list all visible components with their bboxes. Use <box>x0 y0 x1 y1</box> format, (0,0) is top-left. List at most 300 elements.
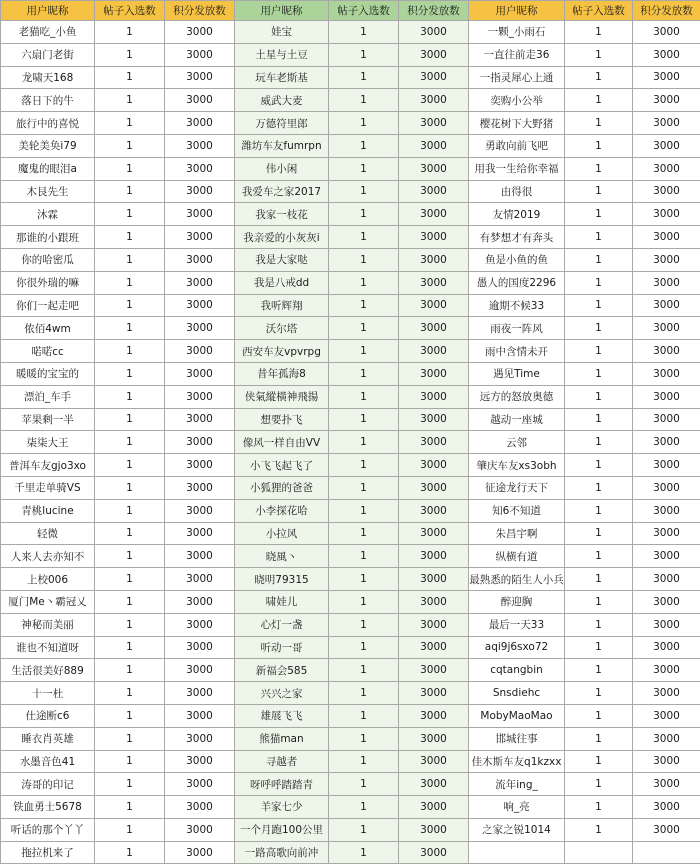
points-cell: 3000 <box>165 408 235 431</box>
entries-cell: 1 <box>565 454 633 477</box>
points-cell: 3000 <box>633 568 700 591</box>
points-cell: 3000 <box>165 818 235 841</box>
table-row <box>1 682 700 705</box>
entries-cell: 1 <box>95 704 165 727</box>
entries-cell: 1 <box>329 271 399 294</box>
table-row <box>1 750 700 773</box>
username-cell: 小飞飞起飞了 <box>235 454 329 477</box>
table-row <box>1 659 700 682</box>
table-row <box>1 317 700 340</box>
entries-cell: 1 <box>329 157 399 180</box>
table-row <box>1 21 700 44</box>
points-cell: 3000 <box>165 796 235 819</box>
points-cell: 3000 <box>399 818 469 841</box>
table-row <box>1 431 700 454</box>
username-cell: 千里走单骑VS <box>1 476 95 499</box>
table-row <box>1 180 700 203</box>
entries-cell: 1 <box>565 89 633 112</box>
username-cell: 涛哥的印记 <box>1 773 95 796</box>
username-cell: 拖拉机来了 <box>1 841 95 864</box>
entries-cell: 1 <box>565 271 633 294</box>
entries-cell: 1 <box>95 271 165 294</box>
entries-cell: 1 <box>565 294 633 317</box>
entries-cell: 1 <box>329 750 399 773</box>
username-cell: 一指灵犀心上通 <box>469 66 565 89</box>
table-row <box>1 841 700 864</box>
entries-cell: 1 <box>95 796 165 819</box>
table-row <box>1 476 700 499</box>
points-cell: 3000 <box>165 431 235 454</box>
entries-cell: 1 <box>95 362 165 385</box>
username-cell: 苹果剩一半 <box>1 408 95 431</box>
table-row <box>1 271 700 294</box>
username-cell: 肇庆车友xs3obh <box>469 454 565 477</box>
table-body <box>1 21 700 864</box>
entries-cell: 1 <box>565 66 633 89</box>
points-cell: 3000 <box>633 340 700 363</box>
username-cell: 远方的怒放奥德 <box>469 385 565 408</box>
entries-cell: 1 <box>565 545 633 568</box>
points-cell: 3000 <box>633 818 700 841</box>
username-cell: 佳木斯车友q1kzxx <box>469 750 565 773</box>
table-row <box>1 248 700 271</box>
username-cell: 雨中含情未开 <box>469 340 565 363</box>
entries-cell: 1 <box>95 66 165 89</box>
points-cell: 3000 <box>399 248 469 271</box>
username-cell: aqi9j6sxo72 <box>469 636 565 659</box>
entries-cell: 1 <box>565 727 633 750</box>
points-cell: 3000 <box>633 476 700 499</box>
table-row <box>1 773 700 796</box>
entries-cell: 1 <box>329 203 399 226</box>
points-cell: 3000 <box>399 568 469 591</box>
points-cell: 3000 <box>165 294 235 317</box>
entries-cell: 1 <box>565 499 633 522</box>
username-cell: 羊家七少 <box>235 796 329 819</box>
entries-cell: 1 <box>95 727 165 750</box>
points-cell: 3000 <box>633 613 700 636</box>
username-cell: 寻越者 <box>235 750 329 773</box>
table-row <box>1 727 700 750</box>
username-cell: 伟小闲 <box>235 157 329 180</box>
table-row <box>1 636 700 659</box>
username-cell: 魔鬼的眼泪a <box>1 157 95 180</box>
entries-cell: 1 <box>565 112 633 135</box>
entries-cell: 1 <box>329 89 399 112</box>
entries-cell: 1 <box>565 750 633 773</box>
username-cell: 新福会585 <box>235 659 329 682</box>
entries-cell: 1 <box>565 590 633 613</box>
username-cell: 云邻 <box>469 431 565 454</box>
username-cell: 水墨音色41 <box>1 750 95 773</box>
entries-cell: 1 <box>565 180 633 203</box>
column-header-points: 积分发放数 <box>165 1 235 21</box>
entries-cell: 1 <box>565 385 633 408</box>
username-cell: 沃尔塔 <box>235 317 329 340</box>
username-cell: 老猫吃_小鱼 <box>1 21 95 44</box>
entries-cell: 1 <box>565 659 633 682</box>
username-cell: 想要扑飞 <box>235 408 329 431</box>
username-cell: 侬佰4wm <box>1 317 95 340</box>
table-row <box>1 545 700 568</box>
points-cell: 3000 <box>165 682 235 705</box>
username-cell: 有梦想才有奔头 <box>469 226 565 249</box>
username-cell: 一个月跑100公里 <box>235 818 329 841</box>
entries-cell: 1 <box>565 21 633 44</box>
points-cell: 3000 <box>633 66 700 89</box>
username-cell: 旅行中的喜悦 <box>1 112 95 135</box>
points-cell: 3000 <box>399 112 469 135</box>
username-cell: 万德符里郎 <box>235 112 329 135</box>
entries-cell: 1 <box>95 568 165 591</box>
username-cell: 我爱车之家2017 <box>235 180 329 203</box>
points-cell: 3000 <box>165 66 235 89</box>
points-cell: 3000 <box>399 545 469 568</box>
entries-cell: 1 <box>329 796 399 819</box>
table-row <box>1 408 700 431</box>
entries-cell: 1 <box>329 818 399 841</box>
username-cell: 威武大麦 <box>235 89 329 112</box>
username-cell: 邯城往事 <box>469 727 565 750</box>
entries-cell: 1 <box>329 43 399 66</box>
entries-cell: 1 <box>329 568 399 591</box>
table-row <box>1 454 700 477</box>
points-cell: 3000 <box>399 317 469 340</box>
entries-cell <box>565 841 633 864</box>
points-cell: 3000 <box>633 522 700 545</box>
username-cell: 奕购小公举 <box>469 89 565 112</box>
points-cell: 3000 <box>165 545 235 568</box>
table-row <box>1 385 700 408</box>
entries-cell: 1 <box>95 43 165 66</box>
entries-cell: 1 <box>95 476 165 499</box>
entries-cell: 1 <box>329 248 399 271</box>
points-cell: 3000 <box>633 385 700 408</box>
table-row <box>1 568 700 591</box>
entries-cell: 1 <box>95 636 165 659</box>
points-cell: 3000 <box>165 750 235 773</box>
table-row <box>1 499 700 522</box>
entries-cell: 1 <box>565 613 633 636</box>
column-header-username: 用户昵称 <box>1 1 95 21</box>
username-cell: 晓風丶 <box>235 545 329 568</box>
points-cell: 3000 <box>165 773 235 796</box>
points-cell: 3000 <box>165 385 235 408</box>
column-header-points: 积分发放数 <box>399 1 469 21</box>
points-cell: 3000 <box>399 522 469 545</box>
username-cell: 最后一天33 <box>469 613 565 636</box>
points-cell: 3000 <box>399 590 469 613</box>
points-cell: 3000 <box>633 226 700 249</box>
username-cell: 响_亮 <box>469 796 565 819</box>
username-cell: 六扇门老街 <box>1 43 95 66</box>
entries-cell: 1 <box>95 248 165 271</box>
username-cell: 睡衣肖英雄 <box>1 727 95 750</box>
username-cell: 潍坊车友fumrpn <box>235 134 329 157</box>
entries-cell: 1 <box>565 362 633 385</box>
username-cell: 小拉风 <box>235 522 329 545</box>
entries-cell: 1 <box>329 659 399 682</box>
points-cell: 3000 <box>399 773 469 796</box>
points-cell: 3000 <box>165 203 235 226</box>
username-cell: 心灯一盏 <box>235 613 329 636</box>
column-header-entries: 帖子入选数 <box>95 1 165 21</box>
entries-cell: 1 <box>329 704 399 727</box>
points-cell: 3000 <box>633 727 700 750</box>
entries-cell: 1 <box>329 590 399 613</box>
entries-cell: 1 <box>329 340 399 363</box>
username-cell: 征途龙行天下 <box>469 476 565 499</box>
entries-cell: 1 <box>565 818 633 841</box>
username-cell: 像风一样自由VV <box>235 431 329 454</box>
entries-cell: 1 <box>95 841 165 864</box>
entries-cell: 1 <box>565 408 633 431</box>
points-cell: 3000 <box>165 112 235 135</box>
username-cell: 勇敢向前飞吧 <box>469 134 565 157</box>
entries-cell: 1 <box>329 226 399 249</box>
points-cell: 3000 <box>165 226 235 249</box>
points-cell: 3000 <box>399 43 469 66</box>
entries-cell: 1 <box>95 408 165 431</box>
entries-cell: 1 <box>565 134 633 157</box>
username-cell: 神秘而美丽 <box>1 613 95 636</box>
column-header-username: 用户昵称 <box>469 1 565 21</box>
entries-cell: 1 <box>565 476 633 499</box>
entries-cell: 1 <box>329 317 399 340</box>
points-cell: 3000 <box>165 271 235 294</box>
entries-cell: 1 <box>565 317 633 340</box>
username-cell: 昔年孤海8 <box>235 362 329 385</box>
points-cell: 3000 <box>399 226 469 249</box>
entries-cell: 1 <box>329 454 399 477</box>
table-row <box>1 294 700 317</box>
table-row <box>1 134 700 157</box>
username-cell: 铁血勇士5678 <box>1 796 95 819</box>
entries-cell: 1 <box>329 545 399 568</box>
points-cell: 3000 <box>165 157 235 180</box>
username-cell: 用我一生给你幸福 <box>469 157 565 180</box>
entries-cell: 1 <box>95 340 165 363</box>
entries-cell: 1 <box>329 682 399 705</box>
column-header-points: 积分发放数 <box>633 1 700 21</box>
points-cell: 3000 <box>165 476 235 499</box>
username-cell: Snsdiehc <box>469 682 565 705</box>
username-cell: 西安车友vpvrpg <box>235 340 329 363</box>
points-cell: 3000 <box>633 89 700 112</box>
entries-cell: 1 <box>95 590 165 613</box>
username-cell: 我听辉翔 <box>235 294 329 317</box>
entries-cell: 1 <box>329 773 399 796</box>
points-cell: 3000 <box>633 499 700 522</box>
points-cell: 3000 <box>633 545 700 568</box>
points-cell: 3000 <box>633 180 700 203</box>
points-cell: 3000 <box>165 613 235 636</box>
points-cell: 3000 <box>399 385 469 408</box>
username-cell: 遇见Time <box>469 362 565 385</box>
username-cell: 暖暖的宝宝的 <box>1 362 95 385</box>
points-cell: 3000 <box>399 659 469 682</box>
points-cell: 3000 <box>633 659 700 682</box>
points-cell: 3000 <box>633 682 700 705</box>
points-cell: 3000 <box>633 43 700 66</box>
username-cell: 谁也不知道呀 <box>1 636 95 659</box>
entries-cell: 1 <box>329 727 399 750</box>
points-cell: 3000 <box>399 89 469 112</box>
points-cell: 3000 <box>633 294 700 317</box>
username-cell: cqtangbin <box>469 659 565 682</box>
points-cell: 3000 <box>165 659 235 682</box>
username-cell: 喏喏cc <box>1 340 95 363</box>
points-cell: 3000 <box>633 636 700 659</box>
points-cell: 3000 <box>633 271 700 294</box>
points-cell: 3000 <box>399 180 469 203</box>
username-cell: 兴兴之家 <box>235 682 329 705</box>
points-cell: 3000 <box>165 21 235 44</box>
points-cell: 3000 <box>399 682 469 705</box>
table-row <box>1 796 700 819</box>
username-cell: 上校006 <box>1 568 95 591</box>
username-cell: 青桃lucine <box>1 499 95 522</box>
table-row <box>1 66 700 89</box>
points-cell: 3000 <box>399 750 469 773</box>
username-cell: 侠氣縱橫神飛揚 <box>235 385 329 408</box>
column-header-entries: 帖子入选数 <box>565 1 633 21</box>
points-cell: 3000 <box>633 773 700 796</box>
username-cell: 我家一枝花 <box>235 203 329 226</box>
username-cell: 醉迎胸 <box>469 590 565 613</box>
username-cell: 小李探花哈 <box>235 499 329 522</box>
points-cell: 3000 <box>165 568 235 591</box>
points-cell: 3000 <box>633 590 700 613</box>
points-cell: 3000 <box>633 203 700 226</box>
points-cell: 3000 <box>165 89 235 112</box>
entries-cell: 1 <box>565 431 633 454</box>
username-cell: 生活很美好889 <box>1 659 95 682</box>
username-cell: 仕途断c6 <box>1 704 95 727</box>
entries-cell: 1 <box>95 21 165 44</box>
points-cell: 3000 <box>399 704 469 727</box>
entries-cell: 1 <box>95 294 165 317</box>
points-cell: 3000 <box>399 454 469 477</box>
entries-cell: 1 <box>565 522 633 545</box>
username-cell: 流年ing_ <box>469 773 565 796</box>
points-cell: 3000 <box>633 157 700 180</box>
entries-cell: 1 <box>95 545 165 568</box>
entries-cell: 1 <box>329 21 399 44</box>
table-row <box>1 362 700 385</box>
username-cell: 纵横有道 <box>469 545 565 568</box>
points-cell: 3000 <box>399 21 469 44</box>
entries-cell: 1 <box>329 613 399 636</box>
username-cell: 越动一座城 <box>469 408 565 431</box>
entries-cell: 1 <box>329 362 399 385</box>
points-cell: 3000 <box>165 317 235 340</box>
entries-cell: 1 <box>329 134 399 157</box>
username-cell: 之家之锐1014 <box>469 818 565 841</box>
entries-cell: 1 <box>95 750 165 773</box>
points-cell: 3000 <box>165 134 235 157</box>
entries-cell: 1 <box>95 226 165 249</box>
username-cell: 樱花树下大野猪 <box>469 112 565 135</box>
entries-cell: 1 <box>95 659 165 682</box>
table-row <box>1 590 700 613</box>
username-cell: 由得很 <box>469 180 565 203</box>
points-cell: 3000 <box>633 750 700 773</box>
username-cell: 啸娃儿 <box>235 590 329 613</box>
username-cell: 最熟悉的陌生人小兵 <box>469 568 565 591</box>
table-row <box>1 112 700 135</box>
username-cell: 鱼是小鱼的鱼 <box>469 248 565 271</box>
points-cell: 3000 <box>399 134 469 157</box>
header-row <box>1 1 700 21</box>
username-cell: 普洱车友gjo3xo <box>1 454 95 477</box>
points-cell: 3000 <box>399 796 469 819</box>
points-cell: 3000 <box>399 636 469 659</box>
username-cell: 一颗_小雨石 <box>469 21 565 44</box>
points-cell: 3000 <box>399 841 469 864</box>
entries-cell: 1 <box>565 568 633 591</box>
username-cell: 你们一起走吧 <box>1 294 95 317</box>
username-cell: 逾期不候33 <box>469 294 565 317</box>
entries-cell: 1 <box>329 476 399 499</box>
points-cell: 3000 <box>399 431 469 454</box>
table-row <box>1 818 700 841</box>
entries-cell: 1 <box>95 818 165 841</box>
points-cell: 3000 <box>399 613 469 636</box>
points-cell: 3000 <box>633 21 700 44</box>
username-cell: 土星与土豆 <box>235 43 329 66</box>
entries-cell: 1 <box>95 454 165 477</box>
username-cell: 漂泊_车手 <box>1 385 95 408</box>
table-row <box>1 522 700 545</box>
table-row <box>1 704 700 727</box>
username-cell: 玩车老斯基 <box>235 66 329 89</box>
points-cell: 3000 <box>165 522 235 545</box>
entries-cell: 1 <box>329 636 399 659</box>
entries-cell: 1 <box>95 773 165 796</box>
username-cell: 你很外瑞的嘛 <box>1 271 95 294</box>
entries-cell: 1 <box>95 522 165 545</box>
username-cell: 娃宝 <box>235 21 329 44</box>
username-cell: 落日下的牛 <box>1 89 95 112</box>
points-cell: 3000 <box>633 704 700 727</box>
points-cell: 3000 <box>633 408 700 431</box>
points-cell: 3000 <box>399 476 469 499</box>
points-cell: 3000 <box>633 362 700 385</box>
table-row <box>1 89 700 112</box>
points-cell: 3000 <box>165 248 235 271</box>
username-cell: 雨夜一阵风 <box>469 317 565 340</box>
username-cell: 雄展飞飞 <box>235 704 329 727</box>
username-cell: 那谁的小跟班 <box>1 226 95 249</box>
points-cell: 3000 <box>633 796 700 819</box>
username-cell <box>469 841 565 864</box>
table-row <box>1 157 700 180</box>
points-cell: 3000 <box>165 43 235 66</box>
points-cell: 3000 <box>165 180 235 203</box>
username-cell: 木艮先生 <box>1 180 95 203</box>
entries-cell: 1 <box>565 682 633 705</box>
username-cell: 听动一哥 <box>235 636 329 659</box>
username-cell: 我是大家哒 <box>235 248 329 271</box>
entries-cell: 1 <box>565 773 633 796</box>
entries-cell: 1 <box>95 89 165 112</box>
entries-cell: 1 <box>565 226 633 249</box>
username-cell: 听话的那个丫丫 <box>1 818 95 841</box>
entries-cell: 1 <box>329 112 399 135</box>
username-cell: 你的哈密瓜 <box>1 248 95 271</box>
entries-cell: 1 <box>329 841 399 864</box>
